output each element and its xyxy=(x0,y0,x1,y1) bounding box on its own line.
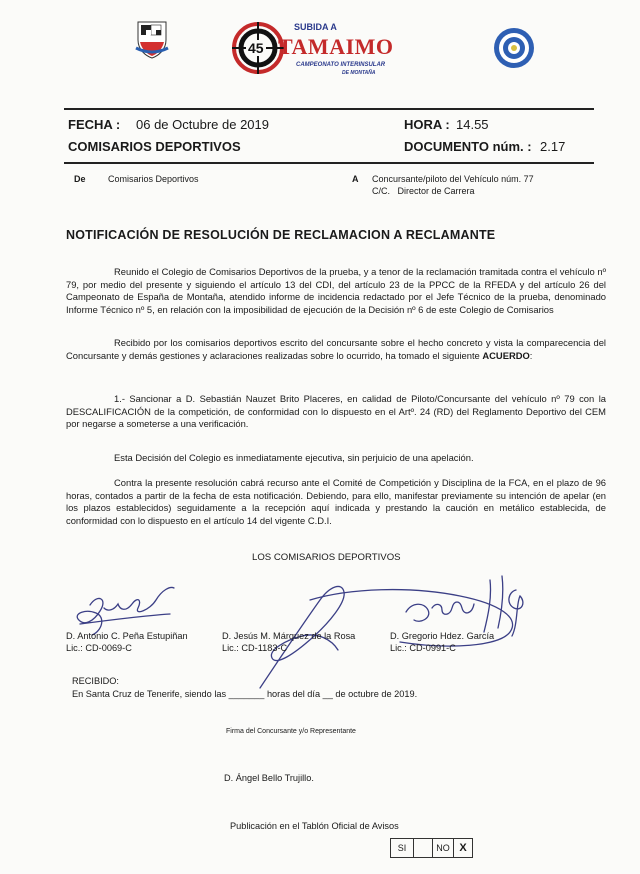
fecha-value: 06 de Octubre de 2019 xyxy=(136,117,269,132)
logo-line3: CAMPEONATO INTERINSULAR xyxy=(296,62,386,68)
fecha-label: FECHA : xyxy=(68,117,121,132)
documento-label: DOCUMENTO núm. : xyxy=(404,139,532,154)
logo-line2: TAMAIMO xyxy=(278,34,394,59)
receiver-name: D. Ángel Bello Trujillo. xyxy=(224,773,314,783)
documento-value: 2.17 xyxy=(540,139,566,154)
paragraph-2-colon: : xyxy=(529,349,533,361)
recibido-line: En Santa Cruz de Tenerife, siendo las _______ horas del día __ de octubre de 2019. xyxy=(72,689,418,699)
paragraph-4: Esta Decisión del Colegio es inmediatamente ejecutiva, sin perjuicio de una apelación. xyxy=(114,452,474,463)
paragraph-5: Contra la presente resolución cabrá recurso ante el Comité de Competición y Disciplina de la FCA, en el plazo de 96 horas, contados a partir de la fecha de esta notificación. Debiendo, para ello, manifestar previamente su intención de apelar (en los plazos establecidos) seguidamente a la recepción aquí indicada y prestando la caución en metálico establecida, de conformidad con lo dispuesto en el artículo 14 del vigente C.D.I. xyxy=(66,477,606,526)
round-badge-logo xyxy=(492,26,536,70)
acuerdo-bold: ACUERDO xyxy=(482,349,530,361)
paragraph-3: 1.- Sancionar a D. Sebastián Nauzet Brito Placeres, en calidad de Piloto/Concursante del vehículo nº 79 con la DESCALIFICACIÓN de la competición, de conformidad con lo dispuesto en el Artº. 24 (RD) del Reglamento Deportivo del CEM por negarse a someterse a una verificación. xyxy=(66,393,606,430)
logo-number: 45 xyxy=(248,40,264,56)
signer-1 xyxy=(66,630,188,654)
signer-1-license: Lic.: CD-0069-C xyxy=(66,643,132,653)
publication-checkboxes xyxy=(390,838,473,858)
hora-label: HORA : xyxy=(404,117,450,132)
signer-2-license: Lic.: CD-1183-C xyxy=(222,643,288,653)
publication-label: Publicación en el Tablón Oficial de Avisos xyxy=(230,821,399,831)
de-label: De xyxy=(74,174,86,184)
hora-value: 14.55 xyxy=(456,117,489,132)
si-box[interactable]: SI xyxy=(391,839,414,857)
comisarios-header: COMISARIOS DEPORTIVOS xyxy=(68,139,241,154)
document-title: NOTIFICACIÓN DE RESOLUCIÓN DE RECLAMACION A RECLAMANTE xyxy=(66,228,496,242)
logo-line4: DE MONTAÑA xyxy=(342,70,376,76)
signer-3-license: Lic.: CD-0991-C xyxy=(390,643,456,653)
paragraph-2-text: Recibido por los comisarios deportivos escrito del concursante sobre el hecho concreto y vista la comparecencia del Concursante y demás gestiones y aclaraciones realizadas sobre lo ocurrido, ha tomado el siguiente xyxy=(66,337,606,361)
logo-line1: SUBIDA A xyxy=(294,22,337,32)
signer-3 xyxy=(390,630,494,654)
no-box[interactable]: NO xyxy=(433,839,454,857)
signer-2-name: D. Jesús M. Márquez de la Rosa xyxy=(222,631,356,641)
signer-2 xyxy=(222,630,355,654)
a-label: A xyxy=(352,174,359,184)
firma-concursante: Firma del Concursante y/o Representante xyxy=(226,728,356,735)
recibido-label: RECIBIDO: xyxy=(72,676,119,686)
paragraph-1: Reunido el Colegio de Comisarios Deportivos de la prueba, y a tenor de la reclamación tramitada contra el vehículo nº 79, por medio del presente y siguiendo el artículo 13 del CDI, del artículo 23 de la PPCC de la RFEDA y del artículo 26 del Campeonato de España de Montaña, atendido informe de incidencia redactado por el Jefe Técnico de la prueba, denominado Informe Técnico nº 5, en relación con la imposibilidad de ejecución de la Decisión nº 6 de este Colegio de Comisarios xyxy=(66,266,606,315)
signatures-heading: LOS COMISARIOS DEPORTIVOS xyxy=(252,552,401,563)
de-value: Comisarios Deportivos xyxy=(108,174,199,184)
si-check-cell[interactable] xyxy=(414,839,433,857)
event-logo xyxy=(222,18,407,84)
a-value-line1: Concursante/piloto del Vehículo núm. 77 xyxy=(372,174,534,184)
header-box xyxy=(64,108,594,164)
signer-1-name: D. Antonio C. Peña Estupiñan xyxy=(66,631,188,641)
paragraph-2 xyxy=(66,337,606,362)
no-check-mark[interactable]: X xyxy=(459,842,467,854)
signer-3-name: D. Gregorio Hdez. García xyxy=(390,631,495,641)
federation-shield-logo xyxy=(132,18,172,60)
a-value-line2: C/C. Director de Carrera xyxy=(372,186,475,196)
